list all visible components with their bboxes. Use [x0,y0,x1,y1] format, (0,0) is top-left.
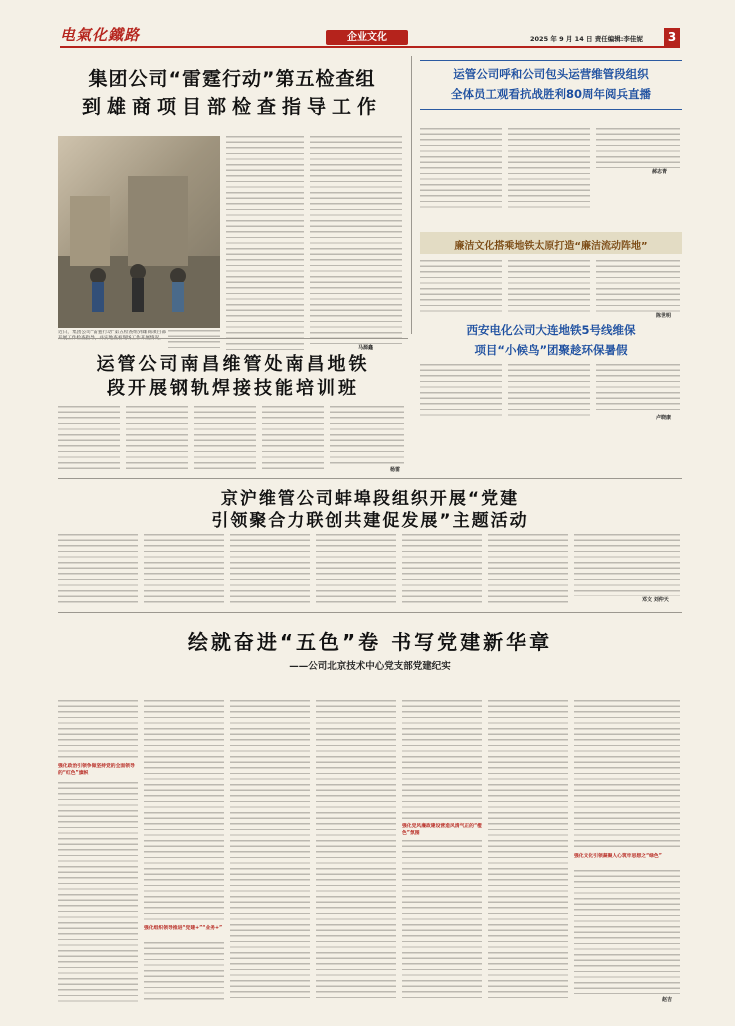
article-body-col2 [226,136,304,351]
newspaper-logo: 电氣化鐵路 [60,26,141,44]
subheading-party-plus: 强化组织领导推进“党建+”“业务+” [144,926,223,931]
article-byline: 邓文 刘仲天 [642,597,669,603]
article-body-col5 [402,534,482,604]
article-title-line1: 集团公司“雷霆行动”第五检查组 [88,68,376,90]
article-title: 绘就奋进“五色”卷 书写党建新华章 [187,630,553,654]
article-five-colours [58,616,682,1008]
article-title-line1: 京沪维管公司蚌埠段组织开展“党建 [220,489,520,509]
article-byline: 杨雷 [390,467,401,473]
article-xinglei-inspection [58,56,406,351]
article-body-col3 [596,364,680,414]
page-number [664,28,680,46]
article-body-col4 [316,700,396,1002]
section-tab [326,30,408,45]
article-rail-welding-training [58,340,408,473]
column-divider [411,56,412,334]
article-body-col4 [262,406,324,472]
article-body-col7b [574,870,680,994]
article-body-col6 [488,534,568,604]
article-body-col3 [596,260,680,312]
article-body-col5b [402,840,482,1002]
article-byline: 卢晓康 [656,415,672,421]
article-title-line2: 全体员工观看抗战胜利80周年阅兵直播 [450,87,651,101]
article-body-col2b [144,942,224,1002]
section-label: 企业文化 [347,32,387,43]
article-title-line2: 到雄商项目部检查指导工作 [81,96,382,118]
article-subtitle: ——公司北京技术中心党支部党建纪实 [289,661,451,672]
article-title: 廉洁文化搭乘地铁太原打造“廉洁流动阵地” [454,241,648,252]
photo-caption: 近日，集团公司“雷霆行动”第五检查组到雄商项目部 [58,330,166,335]
article-photo [58,136,220,328]
section-divider [58,478,682,479]
page-number-text: 3 [667,30,677,44]
article-body-col4 [316,534,396,604]
article-body-col1b [58,782,138,1002]
article-little-migrant-birds [420,320,682,420]
article-body-col3 [596,128,680,168]
date-editor-line: 2025 年 9 月 14 日 责任编辑:李佳妮 [530,35,643,43]
article-body-col2 [144,534,224,604]
subheading-red: 强化政治引领争做坚持党的全面领导的“红色”旗帜 [58,764,135,776]
article-byline: 马源鑫 [358,345,374,351]
article-body-col1a [58,700,138,760]
article-title-line1: 运管公司南昌维管处南昌地铁 [96,354,370,375]
header-rule [60,46,680,48]
subheading-green: 强化文化引领凝聚人心筑牢思想之“绿色” [574,854,662,859]
article-body-col3 [194,406,256,472]
article-parade-viewing [420,56,682,216]
article-body-col3 [230,534,310,604]
article-body-col3 [310,136,402,344]
section-divider [58,612,682,613]
article-body-col7 [574,534,680,596]
article-body-col2 [508,260,590,316]
article-body-col2 [508,128,590,212]
article-body-col1 [58,406,120,472]
article-body-col1 [420,260,502,316]
article-body-col7a [574,700,680,850]
article-body-col1 [58,534,138,604]
section-divider [58,338,408,339]
article-body-col3 [230,700,310,1002]
article-byline: 郝志青 [652,169,668,175]
article-body-col6 [488,700,568,1002]
article-body-col1 [420,128,502,212]
article-body-col2a [144,700,224,922]
article-body-col2 [126,406,188,472]
photo-scene-icon [58,136,220,328]
article-integrity-culture [420,232,682,320]
article-title-line2: 项目“小候鸟”团聚趁环保暑假 [474,343,628,357]
article-title-line1: 西安电化公司大连地铁5号线维保 [466,323,636,337]
article-body-col5 [330,406,404,466]
article-title-line1: 运管公司呼和公司包头运营维管段组织 [453,67,649,81]
subheading-orange: 强化党风廉政建设营造风清气正的“橙色”氛围 [402,824,482,836]
article-title-line2: 段开展钢轨焊接技能培训班 [107,378,359,399]
article-body-col5a [402,700,482,820]
article-party-building-activity [58,482,682,607]
masthead [0,0,735,42]
article-byline: 赵吉 [662,997,673,1003]
article-body-col2 [508,364,590,420]
article-title-line2: 引领聚合力联创共建促发展”主题活动 [211,511,529,531]
article-byline: 陈世明 [656,313,672,319]
article-body-col1 [420,364,502,420]
